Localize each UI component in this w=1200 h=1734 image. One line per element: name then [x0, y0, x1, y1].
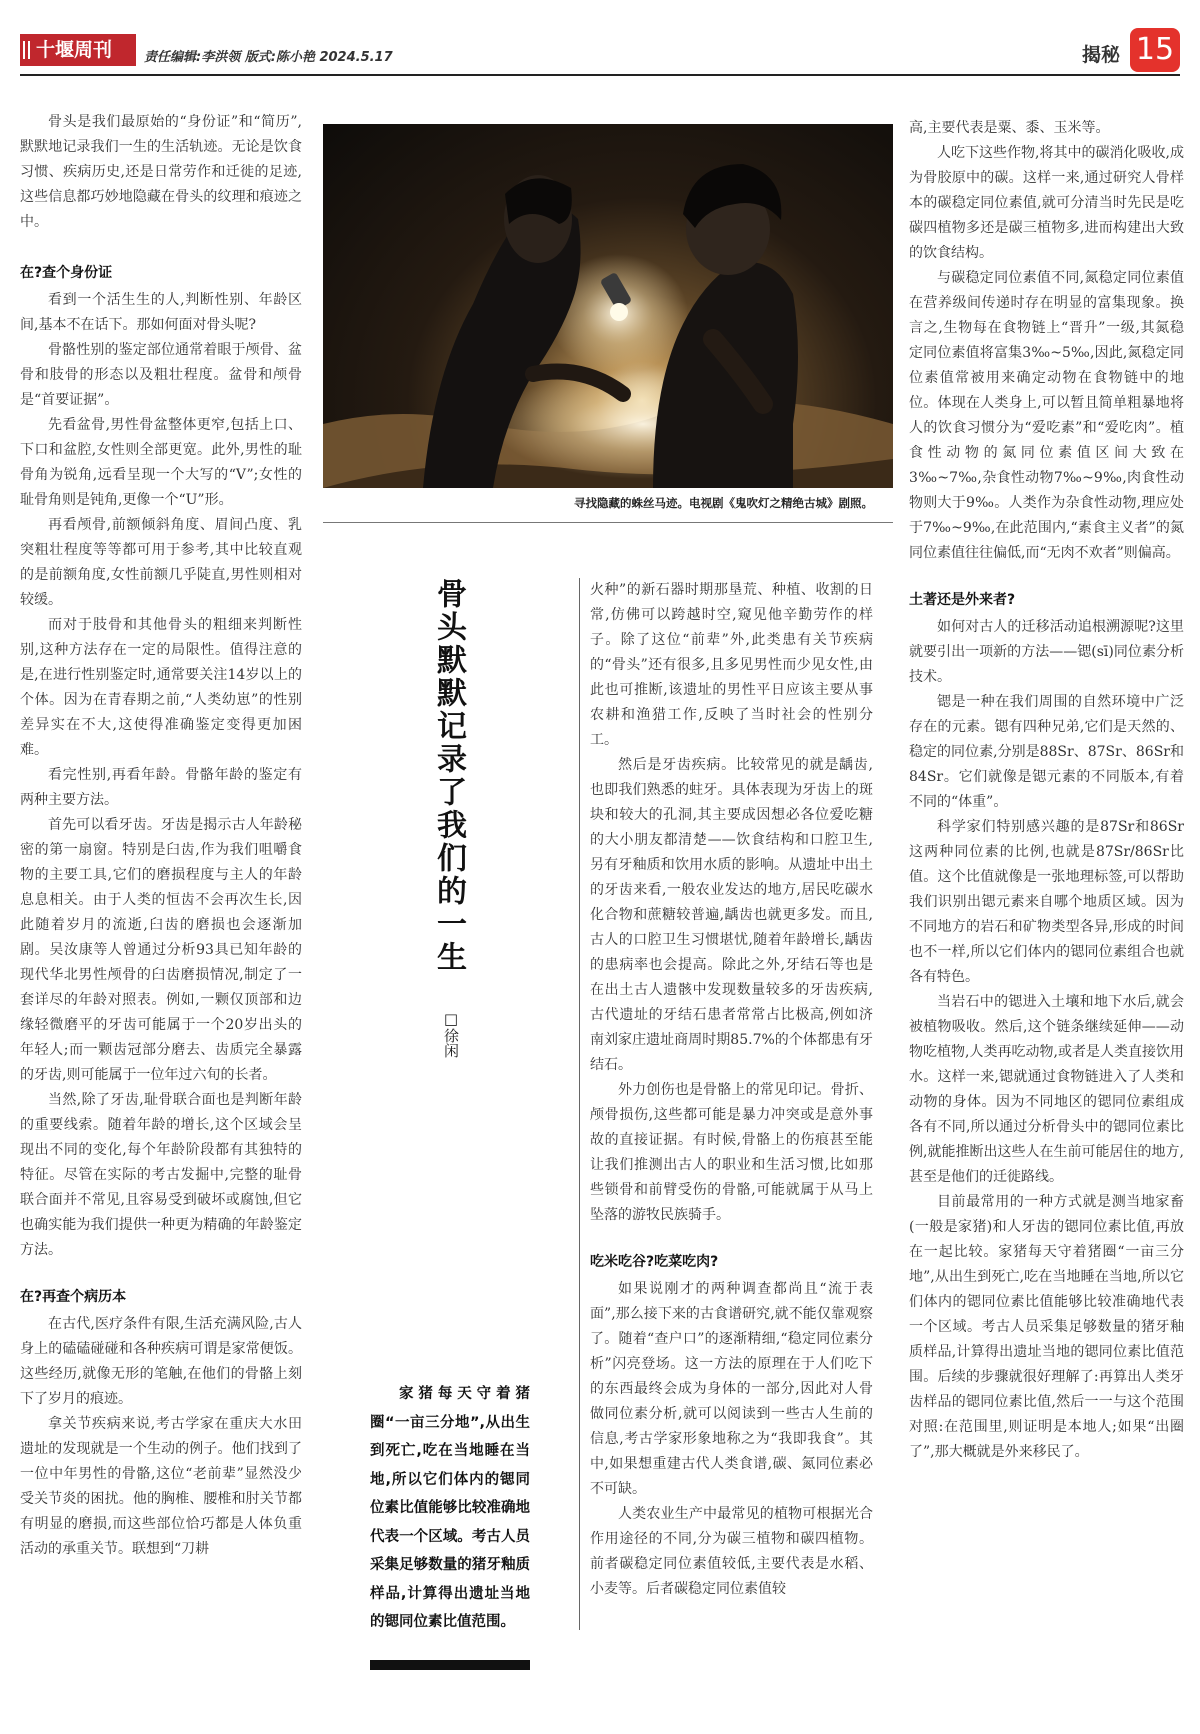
paragraph: 外力创伤也是骨骼上的常见印记。骨折、颅骨损伤,这些都可能是暴力冲突或是意外事故的直接证据。有时候,骨骼上的伤痕甚至能让我们推测出古人的职业和生活习惯,比如那些锁骨和前臂受伤的骨骼,可能就属于从马上坠落的游牧民族骑手。 — [590, 1082, 873, 1223]
drama-still-photo — [323, 124, 893, 488]
column-3 — [909, 116, 1184, 1465]
paragraph: 如何对古人的迁移活动追根溯源呢?这里就要引出一项新的方法——锶(sī)同位素分析技术。 — [909, 619, 1184, 685]
masthead-mark-icon — [23, 41, 30, 59]
paragraph: 在古代,医疗条件有限,生活充满风险,古人身上的磕磕碰碰和各种疾病可谓是家常便饭。这些经历,就像无形的笔触,在他们的骨骼上刻下了岁月的痕迹。 — [20, 1316, 302, 1407]
paragraph: 目前最常用的一种方式就是测当地家畜(一般是家猪)和人牙齿的锶同位素比值,再放在一起比较。家猪每天守着猪圈“一亩三分地”,从出生到死亡,吃在当地睡在当地,所以它们体内的锶同位素比值能够比较准确地代表一个区域。考古人员采集足够数量的猪牙釉质样品,计算得出遗址当地的锶同位素比值范围。后续的步骤就很好理解了:再算出人类牙齿样品的锶同位素比值,然后一一与这个范围对照:在范围里,则证明是本地人;如果“出圈了”,那大概就是外来移民了。 — [909, 1194, 1184, 1460]
paragraph: 看完性别,再看年龄。骨骼年龄的鉴定有两种主要方法。 — [20, 767, 302, 808]
paragraph: 先看盆骨,男性骨盆整体更窄,包括上口、下口和盆腔,女性则全部更宽。此外,男性的耻骨角为锐角,远看呈现一个大写的“V”;女性的耻骨角则是钝角,更像一个“U”形。 — [20, 417, 302, 508]
subhead-identity: 在?查个身份证 — [20, 265, 113, 281]
page-header — [20, 28, 1180, 76]
paragraph: 然后是牙齿疾病。比较常见的就是龋齿,也即我们熟悉的蛀牙。具体表现为牙齿上的斑块和较大的孔洞,其主要成因想必各位爱吃糖的大小朋友都清楚——饮食结构和口腔卫生,另有牙釉质和饮用水质的影响。从遗址中出土的牙齿来看,一般农业发达的地方,居民吃碳水化合物和蔗糖较普遍,龋齿也就更多发。而且,古人的口腔卫生习惯堪忧,随着年龄增长,龋齿的患病率也会提高。除此之外,牙结石等也是在出土古人遗骸中发现数量较多的牙齿疾病,古代遗址的牙结石患者常常占比极高,例如济南刘家庄遗址商周时期85.7%的个体都患有牙结石。 — [590, 757, 873, 1073]
paragraph: 当岩石中的锶进入土壤和地下水后,就会被植物吸收。然后,这个链条继续延伸——动物吃植物,人类再吃动物,或者是人类直接饮用水。这样一来,锶就通过食物链进入了人类和动物的身体。因为不同地区的锶同位素组成各有不同,所以通过分析骨头中的锶同位素比例,就能推断出这些人在生前可能居住的地方,甚至是他们的迁徙路线。 — [909, 994, 1184, 1185]
paragraph: 当然,除了牙齿,耻骨联合面也是判断年龄的重要线索。随着年龄的增长,这个区域会呈现出不同的变化,每个年龄阶段都有其独特的特征。尽管在实际的考古发掘中,完整的耻骨联合面并不常见,且容易受到破坏或腐蚀,但它也确实能为我们提供一种更为精确的年龄鉴定方法。 — [20, 1092, 302, 1258]
editor-meta: 责任编辑:李洪领 版式:陈小艳 2024.5.17 — [144, 50, 393, 65]
subhead-medical: 在?再查个病历本 — [20, 1289, 127, 1305]
paragraph: 锶是一种在我们周围的自然环境中广泛存在的元素。锶有四种兄弟,它们是天然的、稳定的同位素,分别是88Sr、87Sr、86Sr和84Sr。它们就像是锶元素的不同版本,有着不同的“体重”。 — [909, 694, 1184, 810]
paragraph: 看到一个活生生的人,判断性别、年龄区间,基本不在话下。那如何面对骨头呢? — [20, 292, 302, 333]
article-title: 骨头默默记录了我们的一生 — [431, 578, 466, 974]
paragraph: 火种”的新石器时期那垦荒、种植、收割的日常,仿佛可以跨越时空,窥见他辛勤劳作的样子。除了这位“前辈”外,此类患有关节疾病的“骨头”还有很多,且多见男性而少见女性,由此也可推断,该遗址的男性平日应该主要从事农耕和渔猎工作,反映了当时社会的性别分工。 — [590, 582, 873, 748]
paragraph: 如果说刚才的两种调查都尚且“流于表面”,那么接下来的古食谱研究,就不能仅靠观察了。随着“查户口”的逐渐精细,“稳定同位素分析”闪亮登场。这一方法的原理在于人们吃下的东西最终会成为身体的一部分,因此对人骨做同位素分析,就可以阅读到一些古人生前的信息,考古学家形象地称之为“我即我食”。其中,如果想重建古代人类食谱,碳、氮同位素必不可缺。 — [590, 1281, 873, 1497]
paragraph: 骨骼性别的鉴定部位通常着眼于颅骨、盆骨和肢骨的形态以及粗壮程度。盆骨和颅骨是“首要证据”。 — [20, 342, 302, 408]
article-author: □徐闲 — [442, 1010, 460, 1058]
pull-quote-text: 家猪每天守着猪圈“一亩三分地”,从出生到死亡,吃在当地睡在当地,所以它们体内的锶同位素比值能够比较准确地代表一个区域。考古人员采集足够数量的猪牙釉质样品,计算得出遗址当地的锶同位素比值范围。 — [370, 1386, 530, 1630]
photo-caption: 寻找隐藏的蛛丝马迹。电视剧《鬼吹灯之精绝古城》剧照。 — [574, 496, 873, 510]
column-1 — [20, 110, 302, 1562]
header-rule — [20, 74, 1180, 76]
column-divider — [579, 578, 580, 1630]
pull-quote-bar — [370, 1660, 530, 1670]
subhead-migration: 土著还是外来者? — [909, 592, 1016, 608]
pull-quote — [370, 1380, 530, 1637]
paragraph: 与碳稳定同位素值不同,氮稳定同位素值在营养级间传递时存在明显的富集现象。换言之,生物每在食物链上“晋升”一级,其氮稳定同位素值将富集3‰~5‰,因此,氮稳定同位素值常被用来确定动物在食物链中的地位。体现在人类身上,可以暂且简单粗暴地将人的饮食习惯分为“爱吃素”和“爱吃肉”。植食性动物的氮同位素值区间大致在3‰~7‰,杂食性动物7‰~9‰,肉食性动物则大于9‰。人类作为杂食性动物,理应处于7‰~9‰,在此范围内,“素食主义者”的氮同位素值往往偏低,而“无肉不欢者”则偏高。 — [909, 270, 1184, 561]
caption-rule — [323, 522, 893, 523]
paragraph: 高,主要代表是粟、黍、玉米等。 — [909, 120, 1110, 136]
column-2 — [590, 578, 873, 1602]
paragraph: 科学家们特别感兴趣的是87Sr和86Sr这两种同位素的比例,也就是87Sr/86Sr比值。这个比值就像是一张地理标签,可以帮助我们识别出锶元素来自哪个地质区域。因为不同地方的岩石和矿物类型各异,形成的时间也不一样,所以它们体内的锶同位素组合也就各有特色。 — [909, 819, 1184, 985]
masthead — [20, 34, 136, 66]
section-label: 揭秘 — [1081, 44, 1120, 66]
paragraph: 首先可以看牙齿。牙齿是揭示古人年龄秘密的第一扇窗。特别是臼齿,作为我们咀嚼食物的主要工具,它们的磨损程度与主人的年龄息息相关。由于人类的恒齿不会再次生长,因此随着岁月的流逝,臼齿的磨损也会逐渐加剧。吴汝康等人曾通过分析93具已知年龄的现代华北男性颅骨的臼齿磨损情况,制定了一套详尽的年龄对照表。例如,一颗仅顶部和边缘轻微磨平的牙齿可能属于一个20岁出头的年轻人;而一颗齿冠部分磨去、齿质完全暴露的牙齿,则可能属于一位年过六旬的长者。 — [20, 817, 302, 1083]
subhead-diet: 吃米吃谷?吃菜吃肉? — [590, 1254, 719, 1270]
paragraph: 而对于肢骨和其他骨头的粗细来判断性别,这种方法存在一定的局限性。值得注意的是,在进行性别鉴定时,通常要关注14岁以上的个体。因为在青春期之前,“人类幼崽”的性别差异实在不大,这使得准确鉴定变得更加困难。 — [20, 617, 302, 758]
paragraph: 拿关节疾病来说,考古学家在重庆大水田遗址的发现就是一个生动的例子。他们找到了一位中年男性的骨骼,这位“老前辈”显然没少受关节炎的困扰。他的胸椎、腰椎和肘关节都有明显的磨损,而这些部位恰巧都是人体负重活动的承重关节。联想到“刀耕 — [20, 1416, 302, 1557]
paragraph: 人类农业生产中最常见的植物可根据光合作用途径的不同,分为碳三植物和碳四植物。前者碳稳定同位素值较低,主要代表是水稻、小麦等。后者碳稳定同位素值较 — [590, 1506, 873, 1597]
masthead-title: 十堰周刊 — [36, 39, 113, 61]
intro-paragraph: 骨头是我们最原始的“身份证”和“简历”,默默地记录我们一生的生活轨迹。无论是饮食习惯、疾病历史,还是日常劳作和迁徙的足迹,这些信息都巧妙地隐藏在骨头的纹理和痕迹之中。 — [20, 114, 302, 230]
paragraph: 再看颅骨,前额倾斜角度、眉间凸度、乳突粗壮程度等等都可用于参考,其中比较直观的是前额角度,女性前额几乎陡直,男性则相对较缓。 — [20, 517, 302, 608]
photo-illustration — [323, 124, 893, 488]
paragraph: 人吃下这些作物,将其中的碳消化吸收,成为骨胶原中的碳。这样一来,通过研究人骨样本的碳稳定同位素值,就可分清当时先民是吃碳四植物多还是碳三植物多,进而构建出大致的饮食结构。 — [909, 145, 1184, 261]
page-number: 15 — [1130, 28, 1180, 72]
